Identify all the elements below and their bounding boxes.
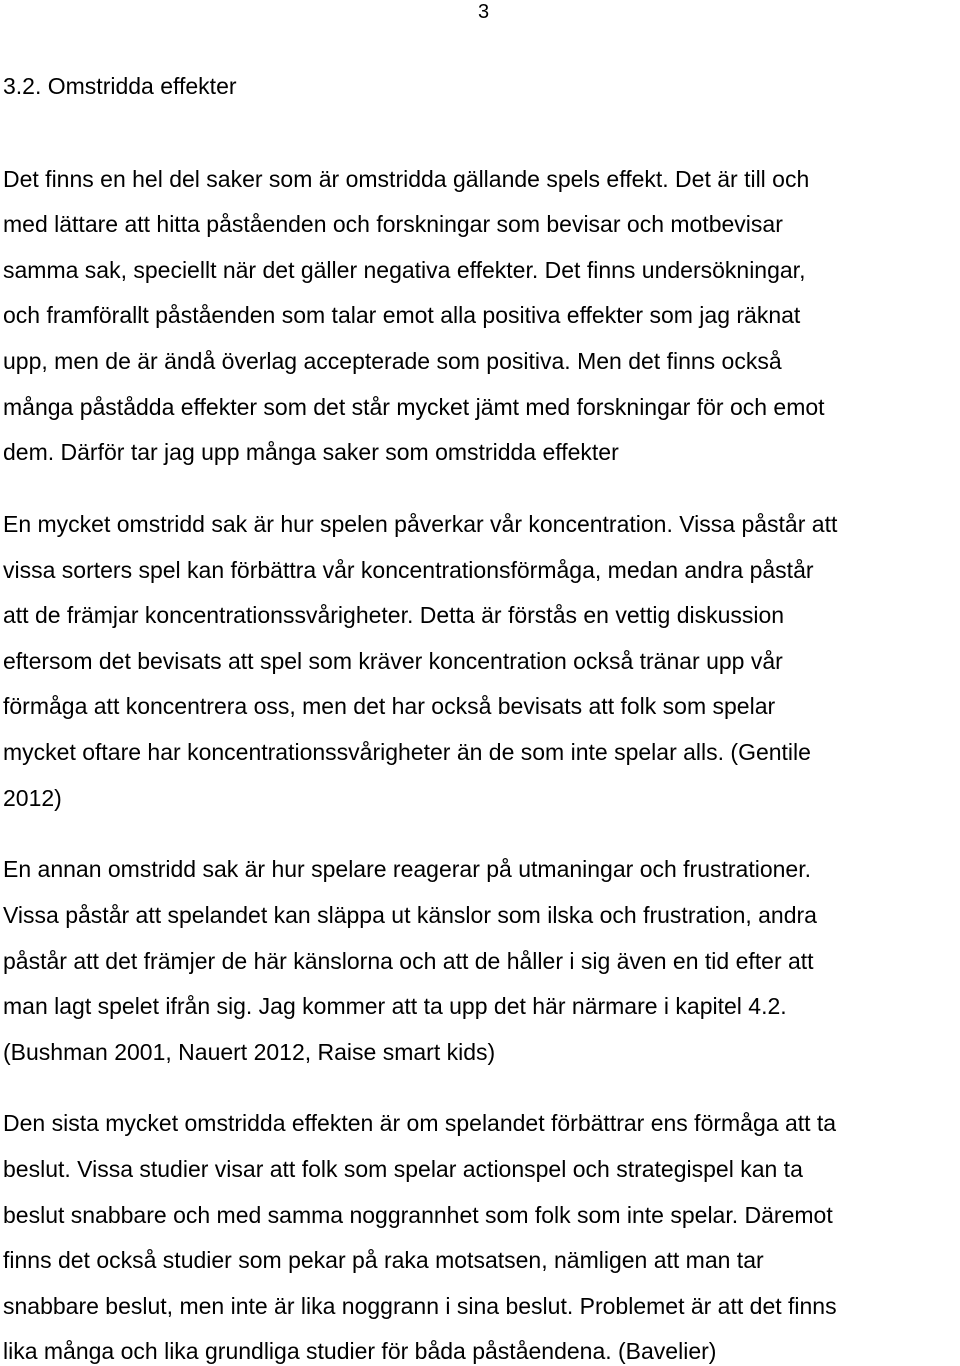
paragraph-line: Den sista mycket omstridda effekten är om spelandet förbättrar ens förmåga att ta (3, 1110, 837, 1136)
paragraph-line: mycket oftare har koncentrationssvårigheter än de som inte spelar alls. (Gentile (3, 739, 811, 765)
paragraph-line: och framförallt påståenden som talar emot alla positiva effekter som jag räknat (3, 302, 801, 328)
paragraph-line: beslut snabbare och med samma noggrannhet som folk som inte spelar. Däremot (3, 1202, 833, 1228)
paragraph-line: 2012) (3, 785, 62, 811)
paragraph-line: med lättare att hitta påståenden och forskningar som bevisar och motbevisar (3, 211, 783, 237)
paragraph-line: finns det också studier som pekar på raka motsatsen, nämligen att man tar (3, 1247, 764, 1273)
paragraph-line: dem. Därför tar jag upp många saker som omstridda effekter (3, 439, 619, 465)
paragraph-line: (Bushman 2001, Nauert 2012, Raise smart kids) (3, 1039, 496, 1065)
paragraph-line: snabbare beslut, men inte är lika noggrann i sina beslut. Problemet är att det finns (3, 1293, 837, 1319)
paragraph-line: upp, men de är ändå överlag accepterade som positiva. Men det finns också (3, 348, 782, 374)
page-number: 3 (478, 1, 490, 23)
paragraph-line: många påstådda effekter som det står mycket jämt med forskningar för och emot (3, 394, 825, 420)
paragraph-line: En annan omstridd sak är hur spelare reagerar på utmaningar och frustrationer. (3, 856, 811, 882)
paragraph-line: En mycket omstridd sak är hur spelen påverkar vår koncentration. Vissa påstår att (3, 511, 838, 537)
paragraph-line: att de främjar koncentrationssvårigheter. Detta är förstås en vettig diskussion (3, 602, 785, 628)
section-heading: 3.2. Omstridda effekter (3, 73, 237, 99)
paragraph-line: vissa sorters spel kan förbättra vår koncentrationsförmåga, medan andra påstår (3, 557, 814, 583)
paragraph-line: man lagt spelet ifrån sig. Jag kommer att ta upp det här närmare i kapitel 4.2. (3, 993, 787, 1019)
paragraph-line: lika många och lika grundliga studier för båda påståendena. (Bavelier) (3, 1338, 717, 1364)
paragraph-line: eftersom det bevisats att spel som kräver koncentration också tränar upp vår (3, 648, 783, 674)
paragraph-line: påstår att det främjer de här känslorna och att de håller i sig även en tid efter att (3, 948, 814, 974)
paragraph-line: Vissa påstår att spelandet kan släppa ut känslor som ilska och frustration, andra (3, 902, 817, 928)
paragraph-line: Det finns en hel del saker som är omstridda gällande spels effekt. Det är till och (3, 166, 810, 192)
paragraph-line: beslut. Vissa studier visar att folk som spelar actionspel och strategispel kan ta (3, 1156, 803, 1182)
paragraph-line: samma sak, speciellt när det gäller negativa effekter. Det finns undersökningar, (3, 257, 806, 283)
paragraph-line: förmåga att koncentrera oss, men det har också bevisats att folk som spelar (3, 693, 776, 719)
